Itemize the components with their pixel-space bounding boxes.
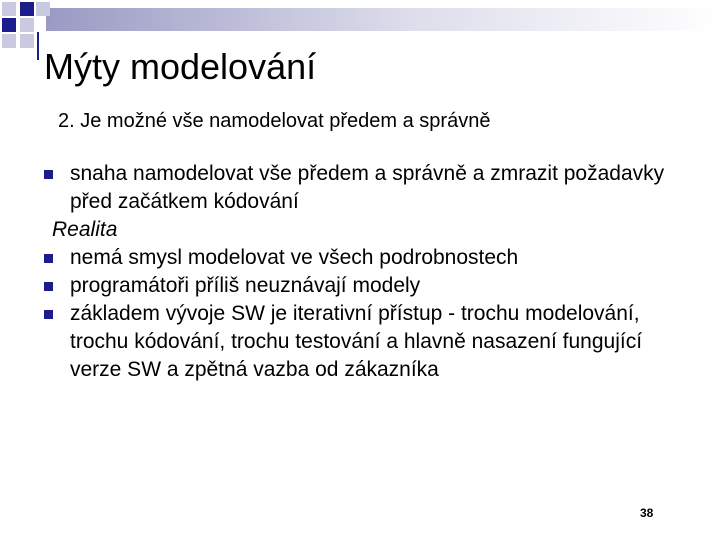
- square-bullet-icon: [44, 282, 53, 291]
- square-bullet-icon: [44, 254, 53, 263]
- list-item: [44, 272, 694, 300]
- section-label-text: Realita: [52, 218, 118, 241]
- page-number: 38: [640, 506, 654, 520]
- slide-title: Mýty modelování: [44, 46, 317, 87]
- square-bullet-icon: [44, 170, 53, 179]
- list-item-text: snaha namodelovat vše předem a správně a zmrazit požadavky před začátkem kódování: [70, 162, 665, 213]
- list-item: [44, 300, 694, 384]
- list-item: [44, 160, 694, 216]
- list-item-text: programátoři příliš neuznávají modely: [70, 274, 421, 297]
- slide-content: [44, 160, 694, 384]
- square-bullet-icon: [44, 310, 53, 319]
- list-item: [44, 244, 694, 272]
- slide-subtitle: 2. Je možné vše namodelovat předem a správně: [58, 110, 491, 132]
- list-item-text: nemá smysl modelovat ve všech podrobnostech: [70, 246, 519, 269]
- section-label: [44, 216, 694, 244]
- list-item-text: základem vývoje SW je iterativní přístup - trochu modelování, trochu kódování, trochu testování a hlavně nasazení fungující verze SW a zpětná vazba od zákazníka: [70, 302, 643, 381]
